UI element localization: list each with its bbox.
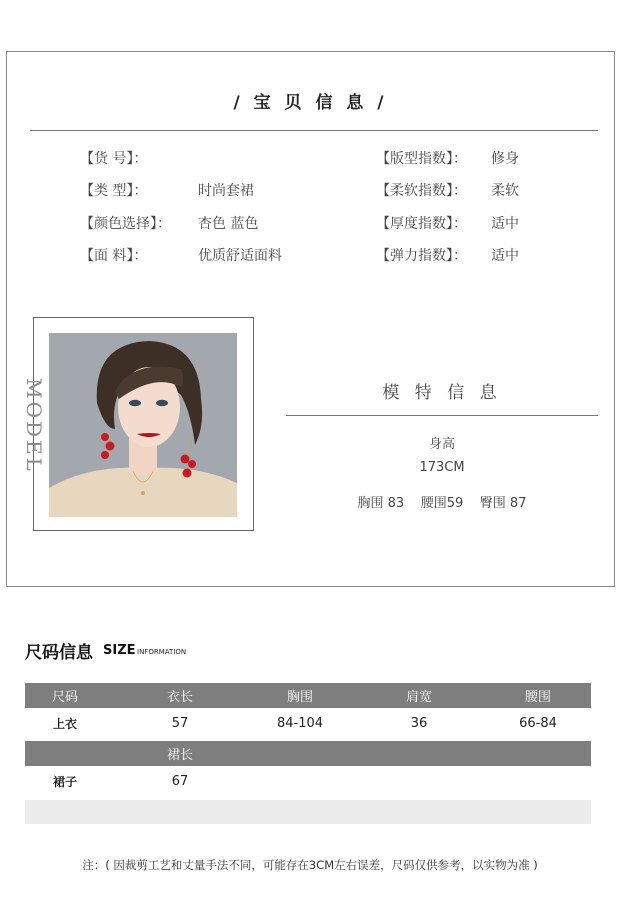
attr-elasticity-label: 【弹力指数】： xyxy=(376,248,467,264)
attr-softness-value: 柔软 xyxy=(491,183,519,199)
size-section-heading-en: SIZE xyxy=(103,643,136,658)
model-photo-frame xyxy=(33,317,254,531)
attr-elasticity-value: 适中 xyxy=(491,248,519,264)
model-measurements: 胸围 83 腰围59 臀围 87 xyxy=(357,496,527,511)
header-size: 尺码 xyxy=(51,690,78,705)
attr-elasticity xyxy=(376,245,519,265)
attr-type-label: 【类 型】： xyxy=(80,183,148,199)
header-waist: 腰围 xyxy=(524,690,551,705)
product-info-title: / 宝 贝 信 息 / xyxy=(233,93,388,113)
row-top-shoulder: 36 xyxy=(410,715,428,731)
row-top-length: 57 xyxy=(171,715,189,731)
title-divider xyxy=(30,130,598,131)
attr-color xyxy=(80,213,259,233)
model-side-label: MODEL xyxy=(22,378,47,474)
attr-fabric-value: 优质舒适面料 xyxy=(198,248,282,264)
skirt-size-table-header xyxy=(25,741,591,766)
attr-thickness-value: 适中 xyxy=(491,216,519,232)
attr-item-number-label: 【货 号】： xyxy=(80,151,148,167)
table-row xyxy=(25,767,591,795)
size-section-heading: 尺码信息 xyxy=(25,643,93,663)
attr-fit-label: 【版型指数】： xyxy=(376,151,467,167)
attr-color-label: 【颜色选择】： xyxy=(80,216,171,232)
row-top-chest: 84-104 xyxy=(276,715,324,731)
attr-thickness-label: 【厚度指数】： xyxy=(376,216,467,232)
attr-softness-label: 【柔软指数】： xyxy=(376,183,467,199)
model-photo xyxy=(49,333,237,517)
row-skirt-length: 67 xyxy=(171,773,189,789)
attr-fit xyxy=(376,148,519,168)
attr-fabric xyxy=(80,245,282,265)
product-info-card xyxy=(6,51,615,587)
header-skirt-blank xyxy=(25,741,105,766)
attr-type-value: 时尚套裙 xyxy=(198,183,254,199)
header-skirt-length: 裙长 xyxy=(166,748,193,763)
top-size-table-header xyxy=(25,683,591,708)
attr-type xyxy=(80,180,254,200)
model-height-value: 173CM xyxy=(419,460,465,475)
attr-softness xyxy=(376,180,519,200)
row-top-size: 上衣 xyxy=(52,716,77,731)
table-row xyxy=(25,709,591,737)
header-chest: 胸围 xyxy=(286,690,313,705)
model-height-label: 身高 xyxy=(428,437,455,452)
attr-item-number xyxy=(80,148,147,168)
header-length: 衣长 xyxy=(166,690,193,705)
model-info-heading: 模 特 信 息 xyxy=(382,383,502,403)
attr-thickness xyxy=(376,213,519,233)
attr-fabric-label: 【面 料】： xyxy=(80,248,148,264)
table-empty-row xyxy=(25,800,591,824)
row-skirt-size: 裙子 xyxy=(52,774,77,789)
size-section-heading-en-small: INFORMATION xyxy=(137,648,187,656)
header-shoulder: 肩宽 xyxy=(405,690,432,705)
attr-color-value: 杏色 蓝色 xyxy=(198,216,259,232)
row-top-waist: 66-84 xyxy=(519,715,557,731)
attr-fit-value: 修身 xyxy=(491,151,519,167)
measurement-note: 注：( 因裁剪工艺和丈量手法不同，可能存在3CM左右误差，尺码仅供参考，以实物为准 ) xyxy=(82,858,538,872)
model-info-divider xyxy=(286,415,598,416)
